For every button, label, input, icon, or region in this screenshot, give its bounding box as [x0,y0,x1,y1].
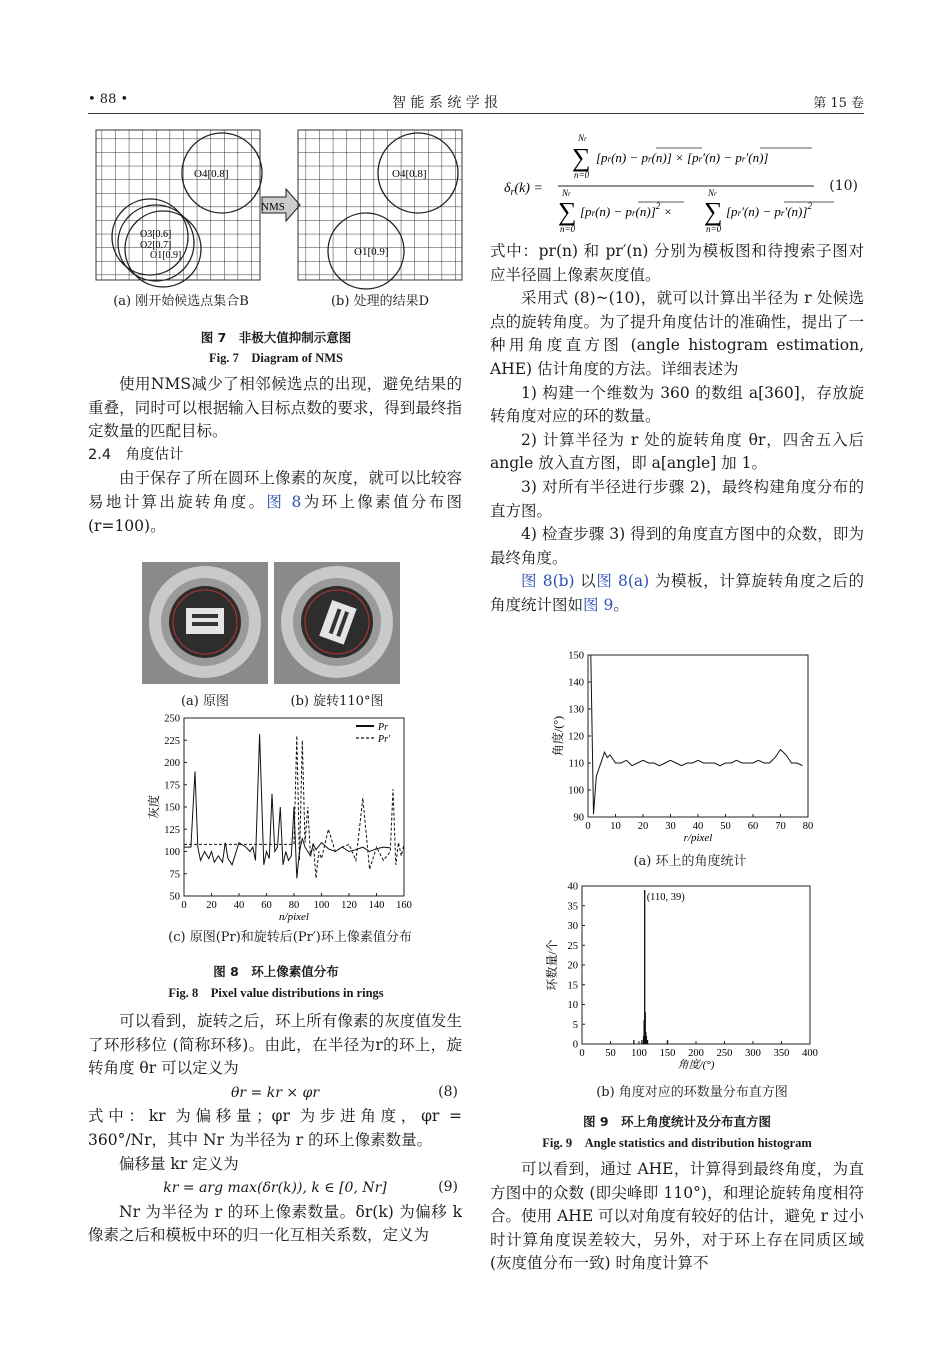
fig8-sub-b: (b) 旋转110°图 [290,694,384,709]
angle-stat-chart [530,645,830,850]
x-tick-label: 40 [233,900,245,911]
photo-original-svg [142,562,268,684]
fig8-caption-en: Fig. 8 Pixel value distributions in rings [168,986,384,1000]
svg-text:[pr(n) − pr(n)] × [pr′(n) − pr: [pr(n) − pr(n)] × [pr′(n) − pr′(n)] [596,150,769,165]
paragraph-fig9-ref [490,570,864,617]
fig9b-chart [530,876,830,1081]
x-tick-label: 50 [605,1048,616,1059]
legend-label: Pr [378,722,388,733]
link-fig8b[interactable]: 图 8(b) [521,572,575,591]
fig7-caption-cn: 图 7 非极大值抑制示意图 [200,330,352,345]
fig9-caption-cn: 图 9 环上角度统计及分布直方图 [582,1114,772,1129]
x-tick-label: 80 [288,900,300,911]
fig9a-chart [530,645,830,850]
y-tick-label: 50 [169,891,180,903]
x-tick-label: 250 [716,1048,733,1059]
ring-pixel-chart [128,710,428,925]
right-text-2 [490,1158,864,1276]
series-line-pr [184,734,390,878]
svg-text:Nr: Nr [578,133,587,143]
y-tick-label: 150 [164,802,180,814]
equation-10-text [494,128,495,129]
y-tick-label: 200 [164,758,180,769]
paragraph-pr: 式中：pr(n) 和 pr′(n) 分别为模板图和待搜索子图对应半径圆上像素灰度值。 [490,242,864,284]
x-tick-label: 70 [775,821,786,832]
fig8-caption-cn: 图 8 环上像素值分布 [213,964,339,979]
svg-text:[pr(n) − pr(n)]2 ×: $[pr(n) - pr(n)]^2$ × [580,201,673,219]
paragraph-kr-def: 式中：kr 为偏移量；φr 为步进角度，φr = 360°/Nr，其中 Nr 为半径为 r 的环上像素数量。 [88,1107,462,1149]
svg-text:[pr′(n) − pr′(n)]2: $[pr'(n) - pr'(n)]^2$ [726,201,812,219]
y-tick-label: 150 [568,650,584,662]
nms-arrow-label: NMS [261,201,285,213]
label-o3: O3[0.6] [140,229,172,240]
x-tick-label: 50 [720,821,731,832]
y-tick-label: 225 [164,735,180,747]
x-tick-label: 0 [585,821,591,832]
fig7-caption-en: Fig. 7 Diagram of NMS [208,351,343,365]
x-tick-label: 20 [637,821,649,832]
y-tick-label: 90 [573,812,584,824]
link-fig8[interactable]: 图 8 [266,492,302,511]
nms-diagram [88,125,464,315]
fig9-sub-b: (b) 角度对应的环数量分布直方图 [596,1085,788,1100]
text-span: 以 [574,572,597,591]
equation-10-number: (10) [829,178,858,194]
peak-annotation: (110, 39) [646,891,685,903]
page-number: • 88 • [88,92,129,107]
y-tick-label: 100 [164,847,180,858]
svg-text:n=0: n=0 [574,170,590,180]
fig9-sub-a: (a) 环上的角度统计 [633,854,747,869]
paragraph-angle [88,467,462,538]
y-tick-label: 15 [567,980,578,992]
paragraph-ahe: 采用式 (8)~(10)，就可以计算出半径为 r 处候选点的旋转角度。为了提升角度估计的准确性，提出了一种用角度直方图 (angle histogram estimation, AHE) 估计角度的方法。详细表述为 [490,289,864,378]
y-tick-label: 10 [567,1000,578,1011]
x-tick-label: 400 [802,1048,818,1059]
y-axis-label: 灰度 [147,794,161,820]
step-4: 4) 检查步骤 3) 得到的角度直方图中的众数，即为最终角度。 [490,525,864,567]
legend-label: Pr′ [378,734,391,745]
x-tick-label: 150 [659,1048,676,1059]
left-text-2 [88,1010,462,1248]
volume-label: 第 15 卷 [813,96,864,111]
photo-original [142,562,268,684]
x-tick-label: 0 [579,1048,585,1059]
equation-9-line [88,1176,462,1201]
y-tick-label: 30 [567,921,578,932]
fig9-caption-en: Fig. 9 Angle statistics and distribution histogram [542,1136,812,1150]
x-tick-label: 160 [396,900,412,911]
svg-text:∑: ∑ [704,197,723,226]
x-tick-label: 0 [181,900,187,911]
header-rule [88,113,864,114]
step-1: 1) 构建一个维数为 360 的数组 a[360]，存放旋转角度对应的环的数量。 [490,383,864,426]
figure-7 [88,125,464,315]
y-tick-label: 250 [164,713,180,725]
equation-10-block [494,128,864,238]
x-tick-label: 100 [313,900,330,911]
link-fig9[interactable]: 图 9 [583,595,614,614]
x-axis-label: n/pixel [279,911,309,923]
link-fig8a[interactable]: 图 8(a) [596,572,650,591]
x-tick-label: 120 [341,900,357,911]
x-tick-label: 100 [631,1048,647,1059]
step-3: 3) 对所有半径进行步骤 2)，最终构建角度分布的直方图。 [490,477,864,520]
y-tick-label: 125 [164,824,180,836]
text-span: 为模板，计算旋转角度之后的角度统计图如 [490,572,865,614]
x-tick-label: 300 [745,1048,761,1059]
angle-series-line [591,655,803,814]
journal-title: 智 能 系 统 学 报 [392,95,499,111]
x-axis-label: 角度/(°) [677,1059,715,1071]
fig8-chart [128,710,428,925]
y-tick-label: 175 [164,780,180,792]
svg-text:n=0: n=0 [560,224,576,234]
y-tick-label: 120 [568,731,584,743]
y-tick-label: 75 [169,869,180,881]
x-tick-label: 10 [610,821,621,832]
x-axis-label: r/pixel [683,832,713,844]
x-tick-label: 40 [692,821,704,832]
x-tick-label: 60 [261,900,272,911]
svg-text:∑: ∑ [572,143,591,172]
paragraph-offset: 偏移量 kr 定义为 [119,1154,239,1173]
label-o4-b: O4[0.8] [392,168,427,180]
label-o1-a: O1[0.9] [150,250,182,261]
y-tick-label: 40 [567,881,578,893]
x-tick-label: 80 [802,821,814,832]
fig7-sub-a: (a) 刚开始候选点集合B [113,294,249,309]
equation-8: θr = kr × φr [230,1084,320,1101]
svg-text:∑: ∑ [558,197,577,226]
right-text-1 [490,240,864,618]
y-tick-label: 5 [572,1019,578,1031]
equation-9-number: (9) [438,1179,458,1196]
x-tick-label: 60 [747,821,759,832]
paragraph-nr: Nr 为半径为 r 的环上像素数量。δr(k) 为偏移 k 像素之后和模板中环的归一化互相关系数，定义为 [88,1202,462,1245]
fig7-sub-b: (b) 处理的结果D [330,294,430,309]
label-o2: O2[0.7] [140,240,172,251]
fig8-sub-c: (c) 原图(Pr)和旋转后(Pr′)环上像素值分布 [168,930,412,945]
svg-text:n=0: n=0 [706,224,722,234]
y-tick-label: 0 [572,1039,578,1051]
label-o1-b: O1[0.9] [354,246,389,258]
paragraph-conclusion: 可以看到，通过 AHE，计算得到最终角度，为直方图中的众数 (即尖峰即 110°)，和理论旋转角度相符合。使用 AHE 可以对角度有较好的估计，避免 r 过小时计算角度误差较大，另外，对于环上存在同质区域 (灰度值分布一致) 时角度计算不 [490,1160,864,1273]
text-span: 为环上像素值分布图 (r=100)。 [88,492,462,535]
label-o4-a: O4[0.8] [194,168,229,180]
y-tick-label: 35 [567,901,578,913]
plot-frame [588,655,808,817]
x-tick-label: 350 [773,1048,790,1059]
x-tick-label: 20 [206,900,217,911]
equation-10-svg [494,128,864,238]
text-span: 。 [613,595,629,614]
y-tick-label: 140 [568,677,584,689]
section-heading: 2.4 角度估计 [88,446,184,463]
equation-8-number: (8) [438,1083,458,1100]
y-tick-label: 25 [567,940,578,952]
svg-text:δr(k) =: $\delta_r(k)$ = [504,181,543,198]
svg-text:Nr: Nr [562,188,571,198]
x-tick-label: 140 [368,900,385,911]
y-axis-label: 环数量/个 [545,939,559,991]
y-tick-label: 110 [568,758,584,770]
text-span: 由于保存了所在圆环上像素的灰度，就可以比较容易地计算出旋转角度。 [88,469,462,511]
fig8-sub-a: (a) 原图 [180,694,230,709]
x-tick-label: 200 [688,1048,704,1059]
x-tick-label: 30 [665,821,676,832]
equation-9: kr = arg max(δr(k)), k ∈ [0, Nr] [163,1180,387,1197]
paragraph-shift: 可以看到，旋转之后，环上所有像素的灰度值发生了环形移位 (简称环移)。由此，在半径为r的环上，旋转角度 θr 可以定义为 [88,1012,462,1078]
left-text-1 [88,373,462,538]
y-axis-label: 角度/(°) [551,715,565,757]
plot-frame [582,886,810,1044]
y-tick-label: 100 [568,785,584,797]
angle-histogram-chart [530,876,830,1081]
equation-8-line [88,1081,462,1106]
photo-rotated [274,562,400,684]
y-tick-label: 20 [567,960,578,972]
paragraph-nms: 使用NMS减少了相邻候选点的出现，避免结果的重叠，同时可以根据输入目标点数的要求，得到最终指定数量的匹配目标。 [88,375,462,441]
y-tick-label: 130 [568,704,584,716]
svg-text:Nr: Nr [708,188,717,198]
step-2: 2) 计算半径为 r 处的旋转角度 θr，四舍五入后 angle 放入直方图，即 a[angle] 加 1。 [490,430,864,473]
photo-rotated-svg [274,562,400,684]
